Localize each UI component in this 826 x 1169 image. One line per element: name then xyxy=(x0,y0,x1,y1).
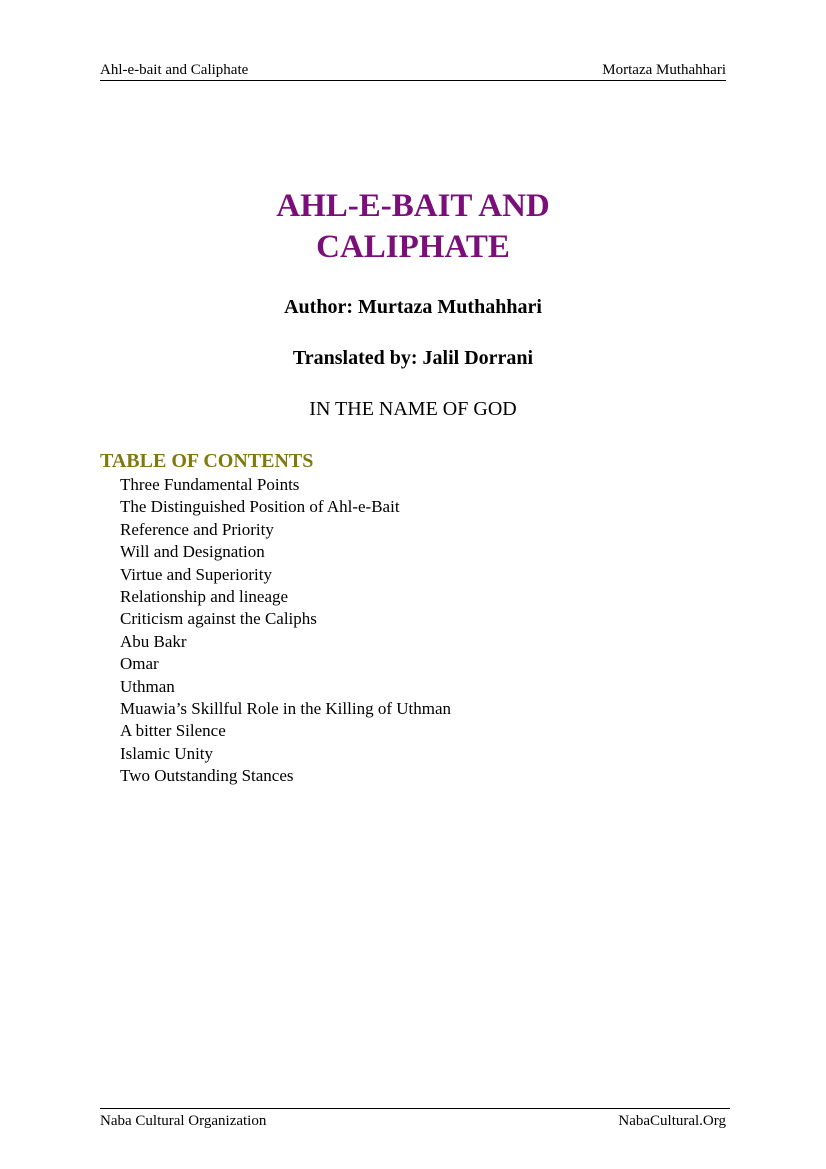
toc-item[interactable]: Three Fundamental Points xyxy=(120,475,300,494)
toc-item[interactable]: Reference and Priority xyxy=(120,519,274,539)
toc-item[interactable]: Omar xyxy=(120,654,159,674)
document-title-line-1: AHL-E-BAIT AND xyxy=(276,188,550,224)
toc-item[interactable]: Muawia’s Skillful Role in the Killing of Uthman xyxy=(120,699,452,719)
toc-heading: TABLE OF CONTENTS xyxy=(100,450,314,472)
translator-line: Translated by: Jalil Dorrani xyxy=(292,347,534,369)
toc-item[interactable]: Uthman xyxy=(120,676,175,696)
page-footer xyxy=(100,1108,730,1131)
toc-item[interactable]: Criticism against the Caliphs xyxy=(120,609,317,629)
toc-item[interactable]: Relationship and lineage xyxy=(120,587,289,607)
document-title-line-2: CALIPHATE xyxy=(316,229,510,265)
toc-item[interactable]: Islamic Unity xyxy=(120,743,214,763)
header-author: Mortaza Muthahhari xyxy=(602,62,726,78)
footer-website: NabaCultural.Org xyxy=(618,1113,726,1129)
toc-item[interactable]: Will and Designation xyxy=(120,542,265,562)
toc-item[interactable]: Abu Bakr xyxy=(120,631,187,651)
toc-item[interactable]: Two Outstanding Stances xyxy=(120,766,294,786)
toc-list xyxy=(120,474,451,788)
invocation-line: IN THE NAME OF GOD xyxy=(309,398,517,420)
toc-item[interactable]: Virtue and Superiority xyxy=(120,564,272,584)
header-book-title: Ahl-e-bait and Caliphate xyxy=(100,62,249,78)
toc-item[interactable]: A bitter Silence xyxy=(120,721,226,741)
footer-organization: Naba Cultural Organization xyxy=(100,1113,267,1129)
author-line: Author: Murtaza Muthahhari xyxy=(284,296,542,318)
toc-item[interactable]: The Distinguished Position of Ahl-e-Bait xyxy=(120,497,400,517)
document-title xyxy=(100,186,726,268)
page-header xyxy=(100,60,726,81)
